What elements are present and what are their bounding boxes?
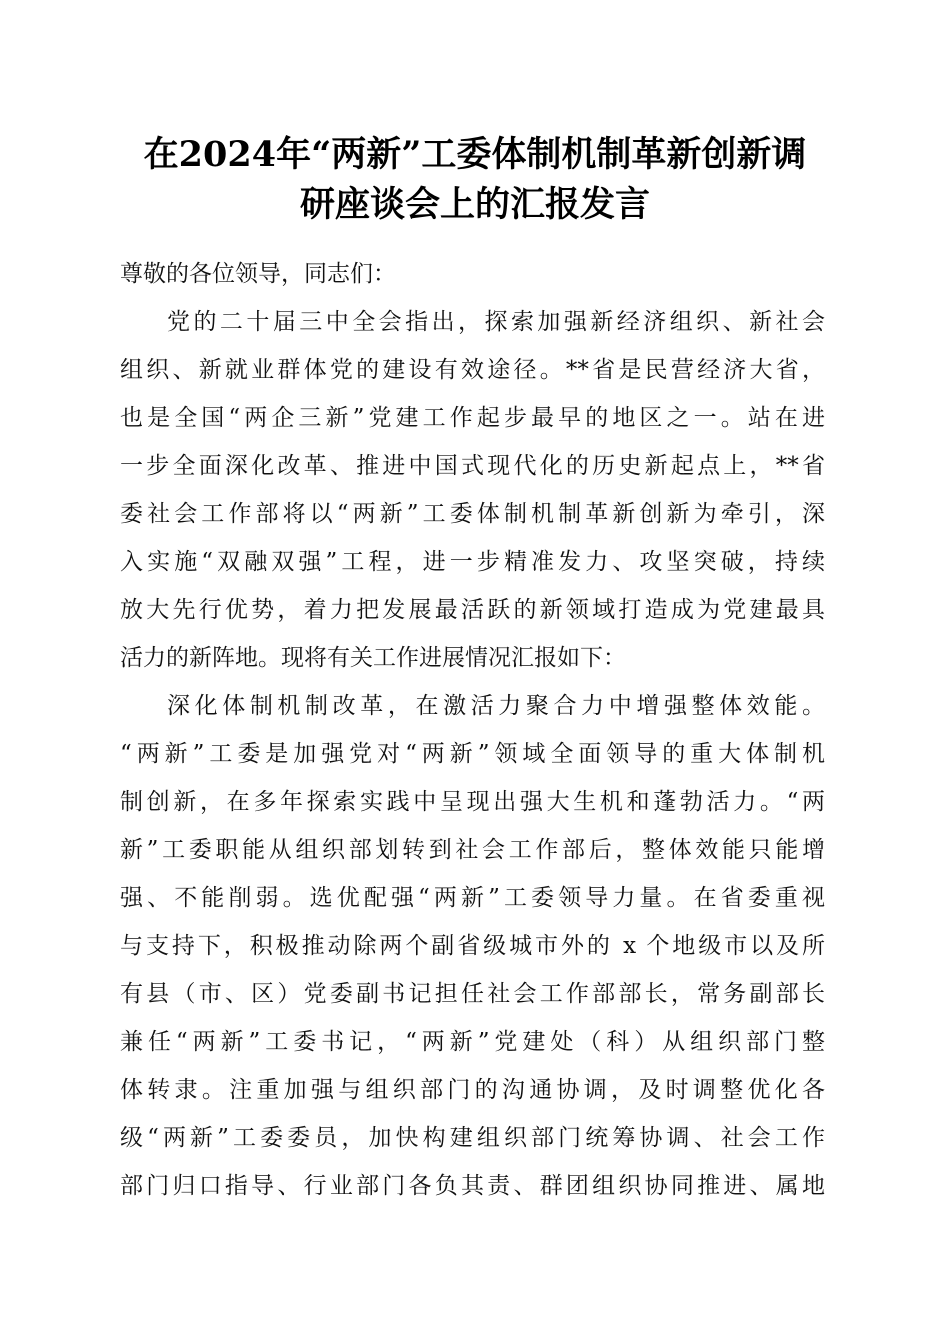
paragraph-line: 一步全面深化改革、推进中国式现代化的历史新起点上，**省 <box>120 453 825 479</box>
paragraph-line: 部门归口指导、行业部门各负其责、群团组织协同推进、属地 <box>120 1173 825 1199</box>
salutation: 尊敬的各位领导，同志们： <box>120 261 396 287</box>
paragraph-line: 强、不能削弱。选优配强“两新”工委领导力量。在省委重视 <box>120 885 825 911</box>
paragraph-line: 与支持下，积极推动除两个副省级城市外的 x 个地级市以及所 <box>120 933 825 959</box>
paragraph-line: 兼任“两新”工委书记，“两新”党建处（科）从组织部门整 <box>120 1029 825 1055</box>
paragraph-2 <box>120 682 825 1210</box>
paragraph-line: 有县（市、区）党委副书记担任社会工作部部长，常务副部长 <box>120 981 825 1007</box>
paragraph-line: 党的二十届三中全会指出，探索加强新经济组织、新社会 <box>167 309 825 335</box>
document-title <box>110 130 840 230</box>
paragraph-line: 委社会工作部将以“两新”工委体制机制革新创新为牵引，深 <box>120 501 825 527</box>
paragraph-line: 入实施“双融双强”工程，进一步精准发力、攻坚突破，持续 <box>120 549 825 575</box>
paragraph-line: 放大先行优势，着力把发展最活跃的新领域打造成为党建最具 <box>120 597 825 623</box>
paragraph-line: 新”工委职能从组织部划转到社会工作部后，整体效能只能增 <box>120 837 825 863</box>
paragraph-heading-line: 深化体制机制改革，在激活力聚合力中增强整体效能。 <box>167 693 825 719</box>
paragraph-line: 体转隶。注重加强与组织部门的沟通协调，及时调整优化各 <box>120 1077 825 1103</box>
paragraph-1 <box>120 298 825 682</box>
document-body <box>120 250 825 1210</box>
paragraph-line: 级“两新”工委委员，加快构建组织部门统筹协调、社会工作 <box>120 1125 825 1151</box>
paragraph-line: 也是全国“两企三新”党建工作起步最早的地区之一。站在进 <box>120 405 825 431</box>
paragraph-line: “两新”工委是加强党对“两新”领域全面领导的重大体制机 <box>120 741 825 767</box>
title-line-2: 研座谈会上的汇报发言 <box>299 184 650 225</box>
title-line-1: 在2024年“两新”工委体制机制革新创新调 <box>143 134 807 175</box>
paragraph-line: 组织、新就业群体党的建设有效途径。**省是民营经济大省， <box>120 357 825 383</box>
paragraph-line: 制创新，在多年探索实践中呈现出强大生机和蓬勃活力。“两 <box>120 789 825 815</box>
paragraph-line: 活力的新阵地。现将有关工作进展情况汇报如下： <box>120 645 626 671</box>
